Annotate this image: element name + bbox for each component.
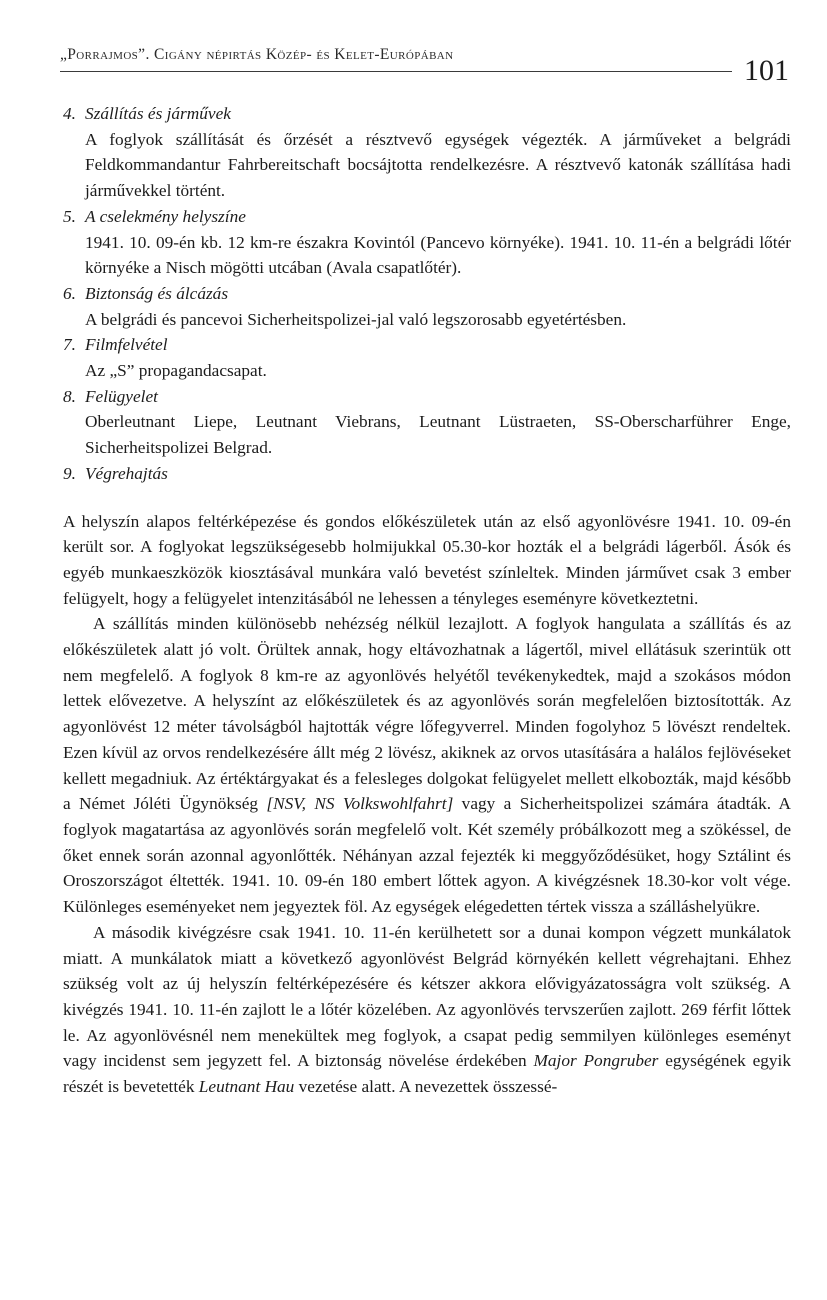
item-body: 1941. 10. 09-én kb. 12 km-re északra Kovintól (Pancevo környéke). 1941. 10. 11-én a belgrádi lőtér környéke a Nisch mögötti utcában (Avala csapatlőtér).: [85, 232, 791, 278]
paragraph-text: vezetése alatt. A nevezettek összessé-: [294, 1077, 558, 1097]
page-body: [63, 101, 791, 1100]
item-title: A cselekmény helyszíne: [85, 206, 246, 226]
item-title: Biztonság és álcázás: [85, 283, 229, 303]
item-heading: [63, 281, 791, 307]
item-heading: [63, 101, 791, 127]
item-heading: [63, 204, 791, 230]
list-item: [63, 461, 791, 487]
list-item: [63, 332, 791, 383]
running-head: „Porrajmos”. Cigány népirtás Közép- és Kelet-Európában: [60, 46, 454, 63]
paragraph-text: A második kivégzésre csak 1941. 10. 11-én kerülhetett sor a dunai kompon végzett munkálatok miatt. A munkálatok miatt a következő agyonlövést Belgrád környékén kellett végrehajtani. Ehhez szükség volt az új helyszín feltérképezésére és kétszer akkora elővigyázatosságra volt szükség. A kivégzés 1941. 10. 11-én zajlott le a lőtér közelében. Az agyonlövés tervszerűen zajlott. 269 férfit lőttek le. Az agyonlövésnél nem menekültek meg foglyok, a csapat pedig semmilyen különleges eseményt vagy incidenst sem jegyzett fel. A biztonság növelése érdekében: [63, 922, 791, 1071]
paragraph-text: A szállítás minden különösebb nehézség nélkül lezajlott. A foglyok hangulata a szállítás és az előkészületek alatt jó volt. Örültek annak, hogy eltávozhatnak a lágertől, mivel ellátásuk szerintük ott nem megfelelő. A foglyok 8 km-re az agyonlövés helyétől tevékenykedtek, majd a szokásos módon lettek elővezetve. A helyszínt az előkészületek és az agyonlövés során megfelelően biztosították. Az agyonlövést 12 méter távolságból hajtották végre lőfegyverrel. Minden fogolyhoz 5 lövészt rendeltek. Ezen kívül az orvos rendelkezésére állt még 2 lövész, akiknek az orvos utasítására a halálos fejlövéseket kellett megadniuk. Az értéktárgyakat és a felesleges dolgokat felügyelet mellett elkobozták, majd később a Német Jóléti Ügynökség: [63, 614, 791, 814]
item-number: 7.: [63, 335, 76, 355]
list-item: [63, 281, 791, 332]
section-gap: [63, 487, 791, 509]
paragraph: [63, 611, 791, 919]
item-number: 6.: [63, 283, 76, 303]
item-number: 9.: [63, 463, 76, 483]
item-heading: [63, 461, 791, 487]
item-body: A belgrádi és pancevoi Sicherheitspolizei-jal való legszorosabb egyetértésben.: [85, 309, 627, 329]
list-item: [63, 384, 791, 461]
item-body: Oberleutnant Liepe, Leutnant Viebrans, Leutnant Lüstraeten, SS-Oberscharführer Enge, Sicherheitspolizei Belgrad.: [85, 412, 791, 458]
list-item: [63, 101, 791, 204]
item-title: Végrehajtás: [85, 463, 168, 483]
item-body: A foglyok szállítását és őrzését a résztvevő egységek végezték. A járműveket a belgrádi Feldkommandantur Fahrbereitschaft bocsájtotta rendelkezésre. A résztvevő katonák szállítása hadi járművekkel történt.: [85, 129, 791, 201]
paragraph-italic: Leutnant Hau: [198, 1077, 295, 1097]
list-item: [63, 204, 791, 281]
item-number: 5.: [63, 206, 76, 226]
paragraph-text: egységének egyik részét is bevetették: [63, 1051, 791, 1097]
paragraph-italic: [NSV, NS Volkswohlfahrt]: [266, 794, 454, 814]
page-number: 101: [744, 54, 789, 87]
paragraph-italic: Major Pongruber: [533, 1051, 659, 1071]
item-title: Szállítás és járművek: [85, 104, 231, 123]
item-title: Felügyelet: [85, 386, 158, 406]
paragraph: [63, 509, 791, 612]
item-number: 8.: [63, 386, 76, 406]
paragraph-text: vagy a Sicherheitspolizei számára átadták. A foglyok magatartása az agyonlövés során megfelelő volt. Két személy próbálkozott meg a szökéssel, de őket ennek során azonnal agyonlőtték. Néhányan azzal fejezték ki meggyőződésüket, hogy Sztálint és Oroszországot éltették. 1941. 10. 09-én 180 embert lőttek agyon. A kivégzésnek 18.30-kor volt vége. Különleges eseményeket nem jegyeztek föl. Az egységek elégedetten tértek vissza a szálláshelyükre.: [63, 794, 791, 917]
item-heading: [63, 384, 791, 410]
item-heading: [63, 332, 791, 358]
item-title: Filmfelvétel: [85, 335, 168, 355]
item-body: Az „S” propagandacsapat.: [85, 361, 267, 381]
paragraph-text: A helyszín alapos feltérképezése és gondos előkészületek után az első agyonlövésre 1941. 10. 09-én került sor. A foglyokat legszükségesebb holmijukkal 05.30-kor hozták el a belgrádi lágerből. Ásók és egyéb munkaeszközök kiosztásával munkára való bevetést színleltek. Minden járművet csak 3 ember felügyelt, hogy a felügyelet intenzitásából ne lehessen a tényleges eseményre következtetni.: [63, 511, 791, 608]
paragraph: [63, 920, 791, 1100]
header-rule: [60, 71, 732, 72]
item-number: 4.: [63, 104, 76, 123]
